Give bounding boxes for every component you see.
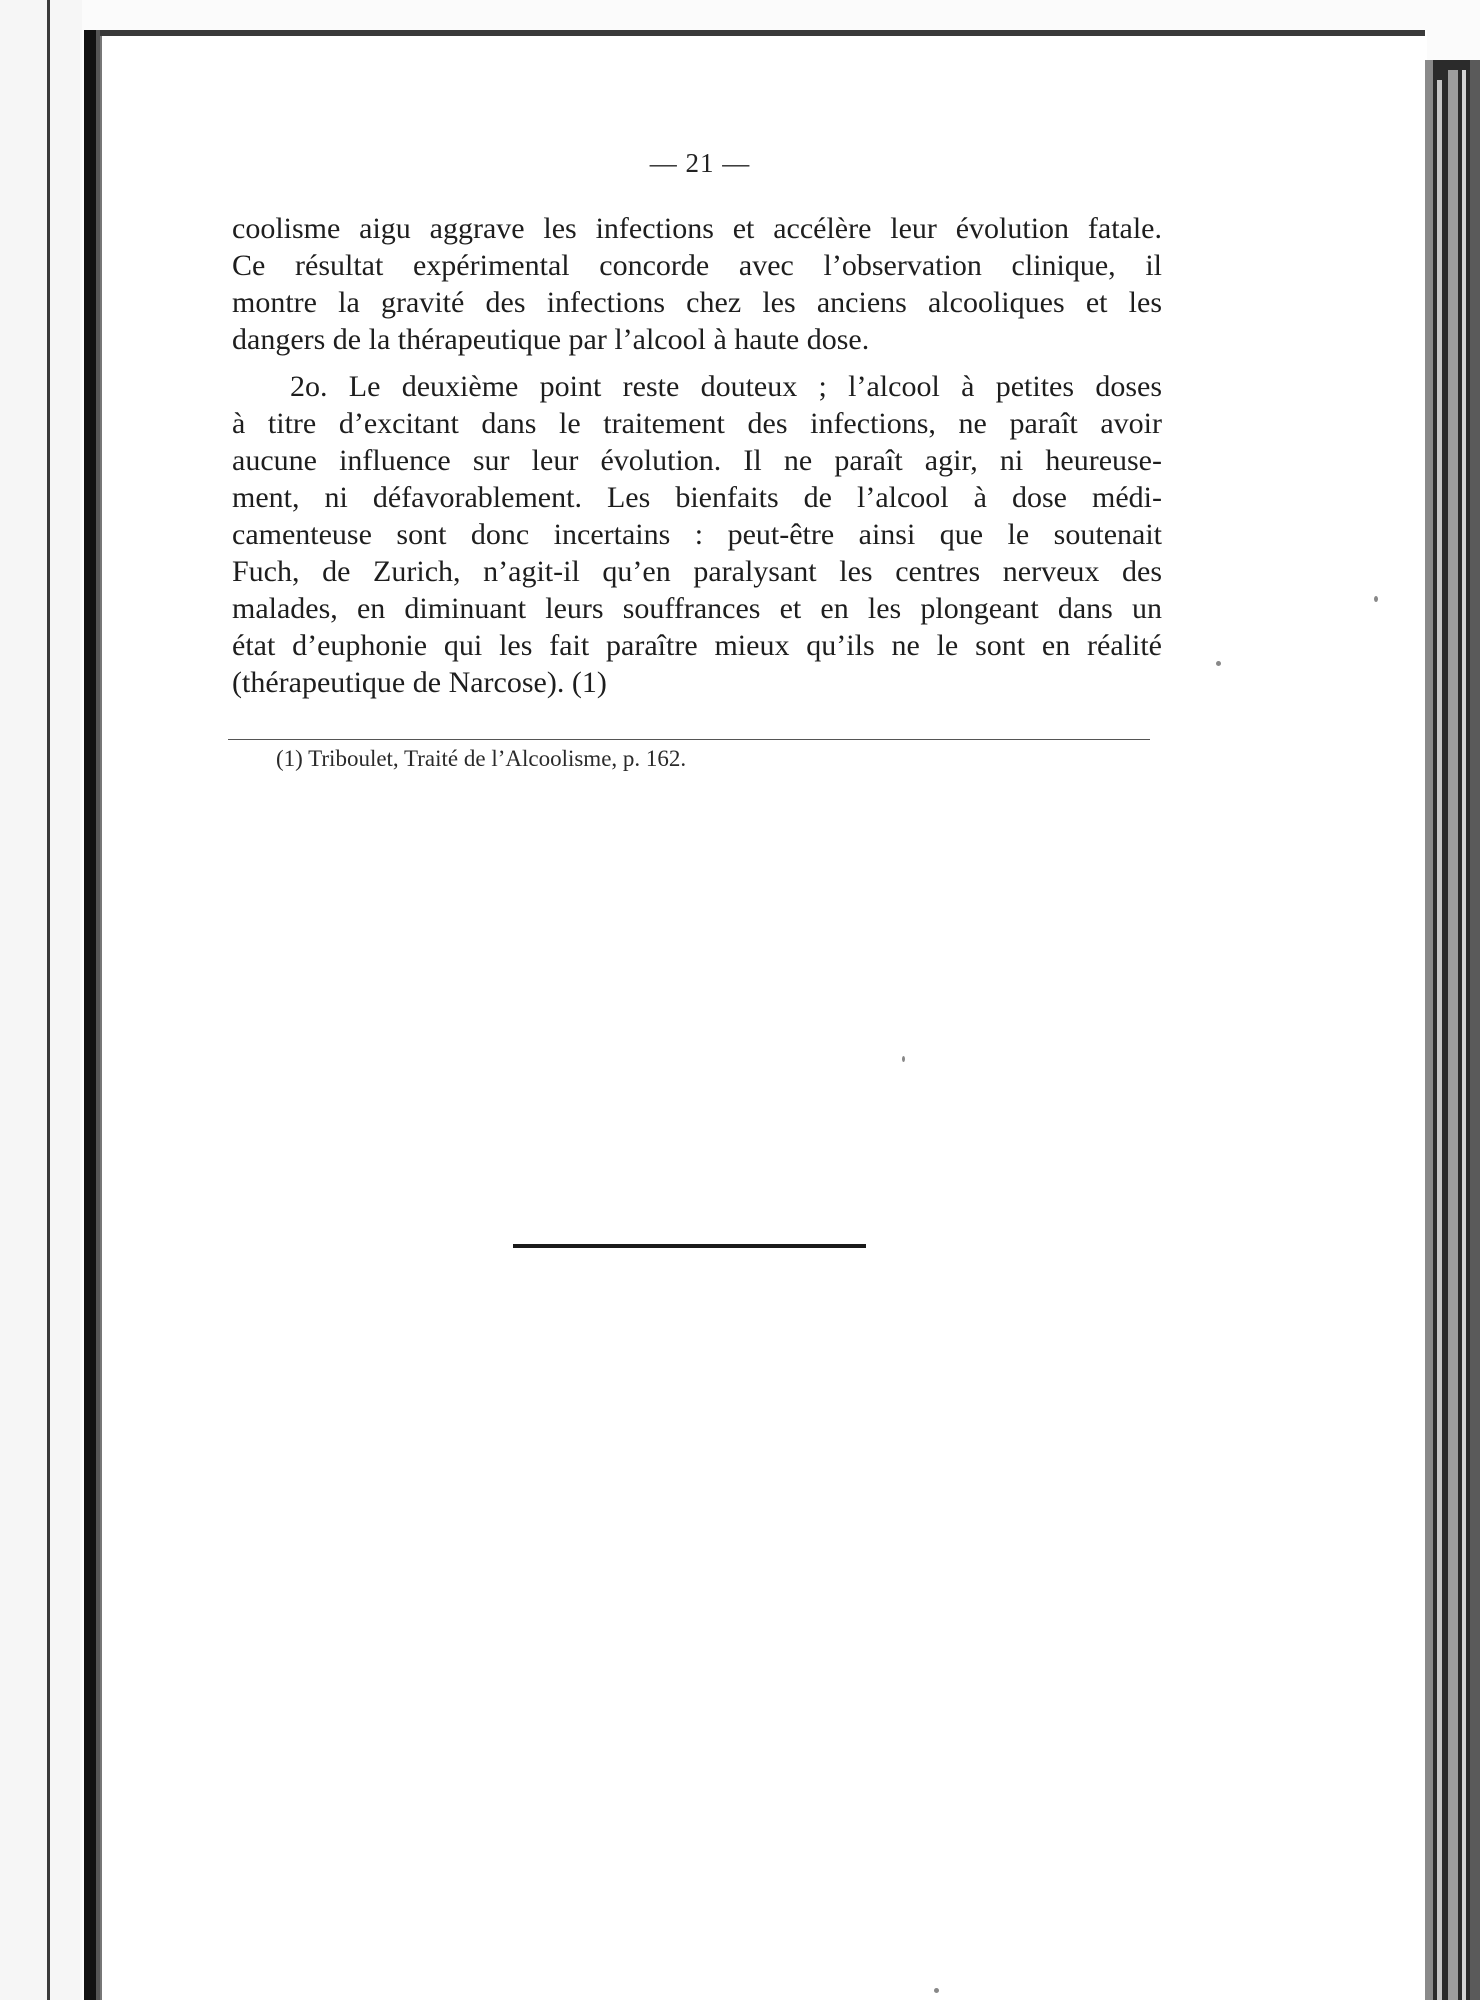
left-page-edge: [47, 0, 50, 2000]
text-line: malades, en diminuant leurs souffrances et en les plongeant dans un: [232, 592, 1162, 625]
footnote-divider: [228, 739, 1150, 740]
page-edge-band: [1448, 70, 1458, 2000]
text-line: dangers de la thérapeutique par l’alcool à haute dose.: [232, 323, 870, 356]
footnote: (1) Triboulet, Traité de l’Alcoolisme, p. 162.: [276, 746, 687, 771]
scan-speck: [1374, 596, 1378, 602]
end-of-chapter-rule: [513, 1244, 866, 1248]
text-line: camenteuse sont donc incertains : peut-être ainsi que le soutenait: [232, 518, 1162, 551]
body-text: [232, 210, 1162, 701]
text-line: aucune influence sur leur évolution. Il ne paraît agir, ni heureuse-: [232, 444, 1162, 477]
page-edge-band: [1437, 80, 1442, 2000]
text-line: à titre d’excitant dans le traitement des infections, ne paraît avoir: [232, 407, 1162, 440]
text-line: montre la gravité des infections chez les anciens alcooliques et les: [232, 286, 1162, 319]
scan-speck: [1216, 661, 1221, 666]
left-facing-page: [0, 0, 82, 2000]
page-top-edge: [100, 30, 1425, 36]
text-line: coolisme aigu aggrave les infections et accélère leur évolution fatale.: [232, 212, 1162, 245]
page-edge-band: [1470, 60, 1480, 2000]
text-line: ment, ni défavorablement. Les bienfaits de l’alcool à dose médi-: [232, 481, 1162, 514]
text-line: état d’euphonie qui les fait paraître mieux qu’ils ne le sont en réalité: [232, 629, 1162, 662]
text-line: 2o. Le deuxième point reste douteux ; l’alcool à petites doses: [290, 370, 1162, 403]
paragraph-1: [232, 210, 1162, 358]
page-edge-band: [1462, 70, 1466, 2000]
scan-speck: [934, 1988, 939, 1993]
text-line: (thérapeutique de Narcose). (1): [232, 666, 607, 699]
scan-speck: [902, 1056, 905, 1062]
page-number: — 21 —: [649, 148, 751, 178]
paragraph-2: [232, 368, 1162, 701]
text-line: Fuch, de Zurich, n’agit-il qu’en paralysant les centres nerveux des: [232, 555, 1162, 588]
gutter-shadow: [96, 30, 100, 2000]
text-line: Ce résultat expérimental concorde avec l’observation clinique, il: [232, 249, 1162, 282]
page-edge-band: [1425, 60, 1433, 2000]
